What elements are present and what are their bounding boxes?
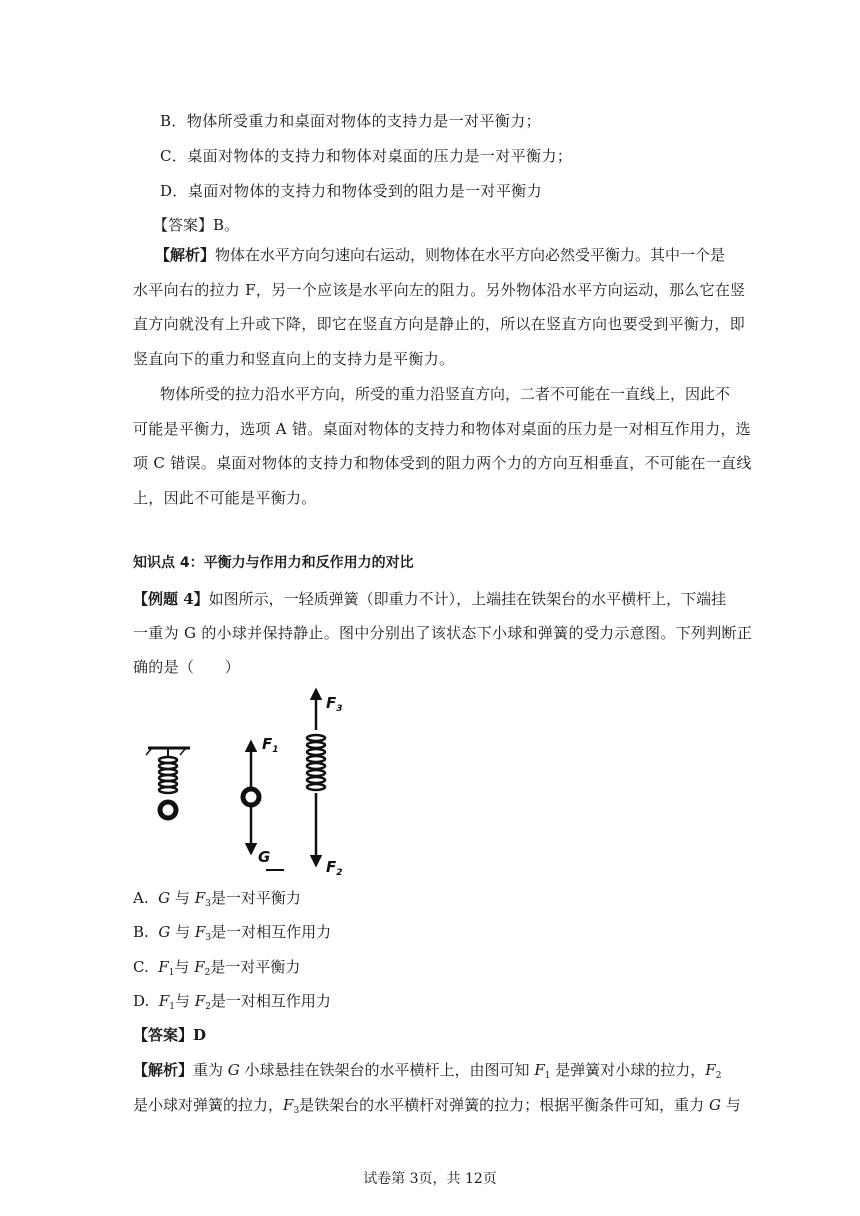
label-g: G [258,848,271,866]
example-line-1: 【例题 4】如图所示，一轻质弹簧（即重力不计），上端挂在铁架台的水平横杆上，下端挂 [133,590,727,608]
label-f1: $F_1$ [262,735,279,755]
analysis-line-1: 【解析】重为 G 小球悬挂在铁架台的水平横杆上，由图可知 $F_1$ 是弹簧对小球的拉力，$F_2$ [133,1061,722,1081]
spring-force-diagram [307,690,325,865]
choice-a: A. G 与 $F_3$是一对平衡力 [133,889,301,909]
analysis-prev-label: 【解析】 [155,246,216,264]
option-d-prev: D．桌面对物体的支持力和物体受到的阻力是一对平衡力 [160,182,543,200]
answer: 【答案】D [133,1026,207,1044]
page-footer: 试卷第 3页，共 12页 [363,1171,497,1187]
analysis-line-2: 是小球对弹簧的拉力，$F_3$是铁架台的水平横杆对弹簧的拉力；根据平衡条件可知，重力 G 与 [133,1096,741,1116]
label-f3: $F_3$ [326,694,343,714]
example-line-2: 一重为 G 的小球并保持静止。图中分别出了该状态下小球和弹簧的受力示意图。下列判断正 [133,624,753,642]
option-c-prev: C．桌面对物体的支持力和物体对桌面的压力是一对平衡力； [160,147,573,165]
analysis-prev-line-2: 水平向右的拉力 F，另一个应该是水平向左的阻力。另外物体沿水平方向运动，那么它在竖 [133,281,746,299]
analysis-prev-line-8: 上，因此不可能是平衡力。 [133,489,317,507]
choice-d: D. $F_1$与 $F_2$是一对相互作用力 [133,992,331,1012]
analysis-prev-line-7: 项 C 错误。桌面对物体的支持力和物体受到的阻力两个力的方向互相垂直，不可能在一直线 [133,454,752,472]
analysis-label: 【解析】 [133,1061,194,1079]
choice-c: C. $F_1$与 $F_2$是一对平衡力 [133,958,301,978]
answer-prev: 【答案】B。 [153,216,240,234]
section-heading: 知识点 4：平衡力与作用力和反作用力的对比 [133,555,414,571]
example-label: 【例题 4】 [133,590,209,608]
analysis-prev-line-1: 【解析】物体在水平方向匀速向右运动，则物体在水平方向必然受平衡力。其中一个是 [155,246,726,264]
choice-b: B. G 与 $F_3$是一对相互作用力 [133,923,332,943]
hanging-spring-diagram [146,748,190,818]
label-f2: $F_2$ [326,858,343,878]
option-b-prev: B．物体所受重力和桌面对物体的支持力是一对平衡力； [160,112,542,130]
analysis-prev-line-4: 竖直向下的重力和竖直向上的支持力是平衡力。 [133,350,455,368]
analysis-prev-line-3: 直方向就没有上升或下降，即它在竖直方向是静止的，所以在竖直方向也要受到平衡力，即 [133,315,746,333]
analysis-prev-line-6: 可能是平衡力，选项 A 错。桌面对物体的支持力和物体对桌面的压力是一对相互作用力，选 [133,420,751,438]
example-line-3: 确的是（ ） [133,658,241,676]
analysis-prev-line-5: 物体所受的拉力沿水平方向，所受的重力沿竖直方向，二者不可能在一直线上，因此不 [160,385,731,403]
